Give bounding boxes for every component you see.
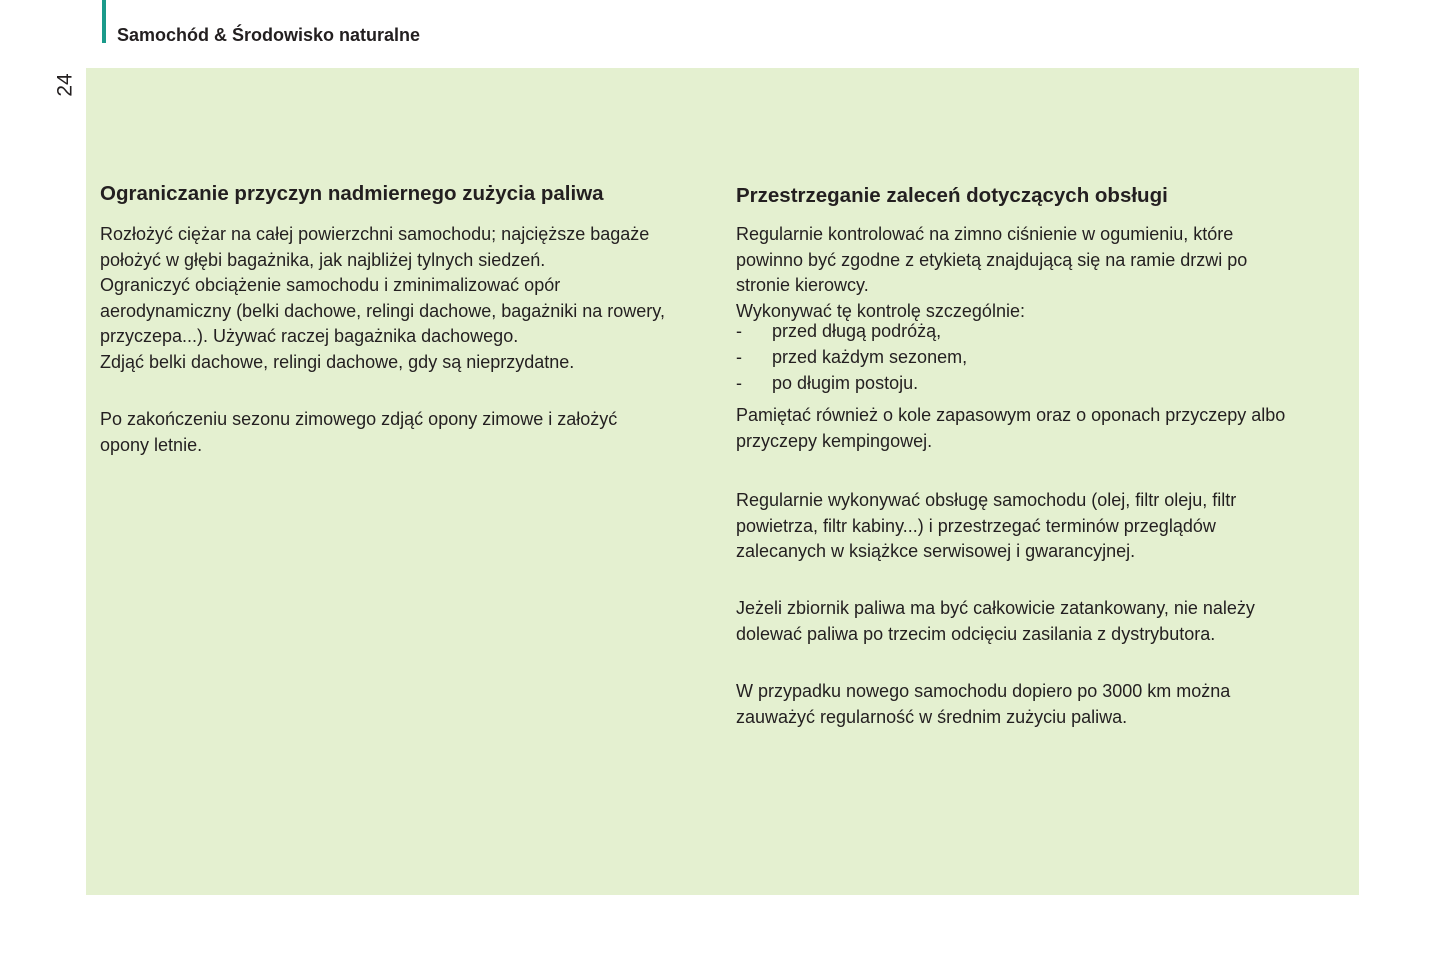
section-title: Samochód & Środowisko naturalne [117, 25, 421, 45]
text-line: Rozłożyć ciężar na całej powierzchni samochodu; najcięższe bagaże [100, 224, 650, 244]
left-heading: Ograniczanie przyczyn nadmiernego zużycia paliwa [100, 182, 604, 205]
check-list [736, 318, 967, 396]
list-item: - po długim postoju. [736, 373, 919, 393]
right-paragraph-1 [736, 222, 1247, 324]
text-line: Zdjąć belki dachowe, relingi dachowe, gdy są nieprzydatne. [100, 351, 575, 372]
text-line: opony letnie. [100, 434, 203, 455]
left-paragraph-2 [100, 407, 617, 458]
right-paragraph-3 [736, 488, 1236, 565]
text-line: Po zakończeniu sezonu zimowego zdjąć opony zimowe i założyć [100, 409, 618, 429]
list-item: - przed długą podróżą, [736, 321, 942, 341]
right-heading: Przestrzeganie zaleceń dotyczących obsługi [736, 184, 1168, 207]
text-line: Pamiętać również o kole zapasowym oraz o oponach przyczepy albo [736, 405, 1286, 425]
text-line: aerodynamiczny (belki dachowe, relingi dachowe, bagażniki na rowery, [100, 300, 665, 321]
text-line: powietrza, filtr kabiny...) i przestrzegać terminów przeglądów [736, 515, 1216, 536]
text-line: stronie kierowcy. [736, 275, 869, 295]
list-item: - przed każdym sezonem, [736, 347, 968, 367]
right-paragraph-4 [736, 596, 1255, 647]
text-line: Ograniczyć obciążenie samochodu i zminimalizować opór [100, 275, 561, 295]
text-line: Jeżeli zbiornik paliwa ma być całkowicie zatankowany, nie należy [736, 598, 1255, 618]
page-number: 24 [53, 73, 77, 97]
header-accent-rule [102, 0, 106, 43]
text-line: dolewać paliwa po trzecim odcięciu zasilania z dystrybutora. [736, 623, 1216, 644]
text-line: powinno być zgodne z etykietą znajdującą się na ramie drzwi po [736, 249, 1248, 270]
left-paragraph-1 [100, 222, 665, 375]
text-line: zauważyć regularność w średnim zużyciu paliwa. [736, 706, 1128, 727]
text-line: Wykonywać tę kontrolę szczególnie: [736, 300, 1025, 321]
text-line: przyczepa...). Używać raczej bagażnika dachowego. [100, 326, 519, 346]
right-paragraph-2 [736, 403, 1285, 454]
right-paragraph-5 [736, 679, 1230, 730]
text-line: przyczepy kempingowej. [736, 430, 933, 451]
text-line: zalecanych w książkce serwisowej i gwarancyjnej. [736, 541, 1136, 561]
text-line: położyć w głębi bagażnika, jak najbliżej tylnych siedzeń. [100, 249, 546, 270]
text-line: Regularnie wykonywać obsługę samochodu (olej, filtr oleju, filtr [736, 490, 1237, 510]
text-line: W przypadku nowego samochodu dopiero po 3000 km można [736, 681, 1231, 701]
text-line: Regularnie kontrolować na zimno ciśnienie w ogumieniu, które [736, 224, 1234, 244]
